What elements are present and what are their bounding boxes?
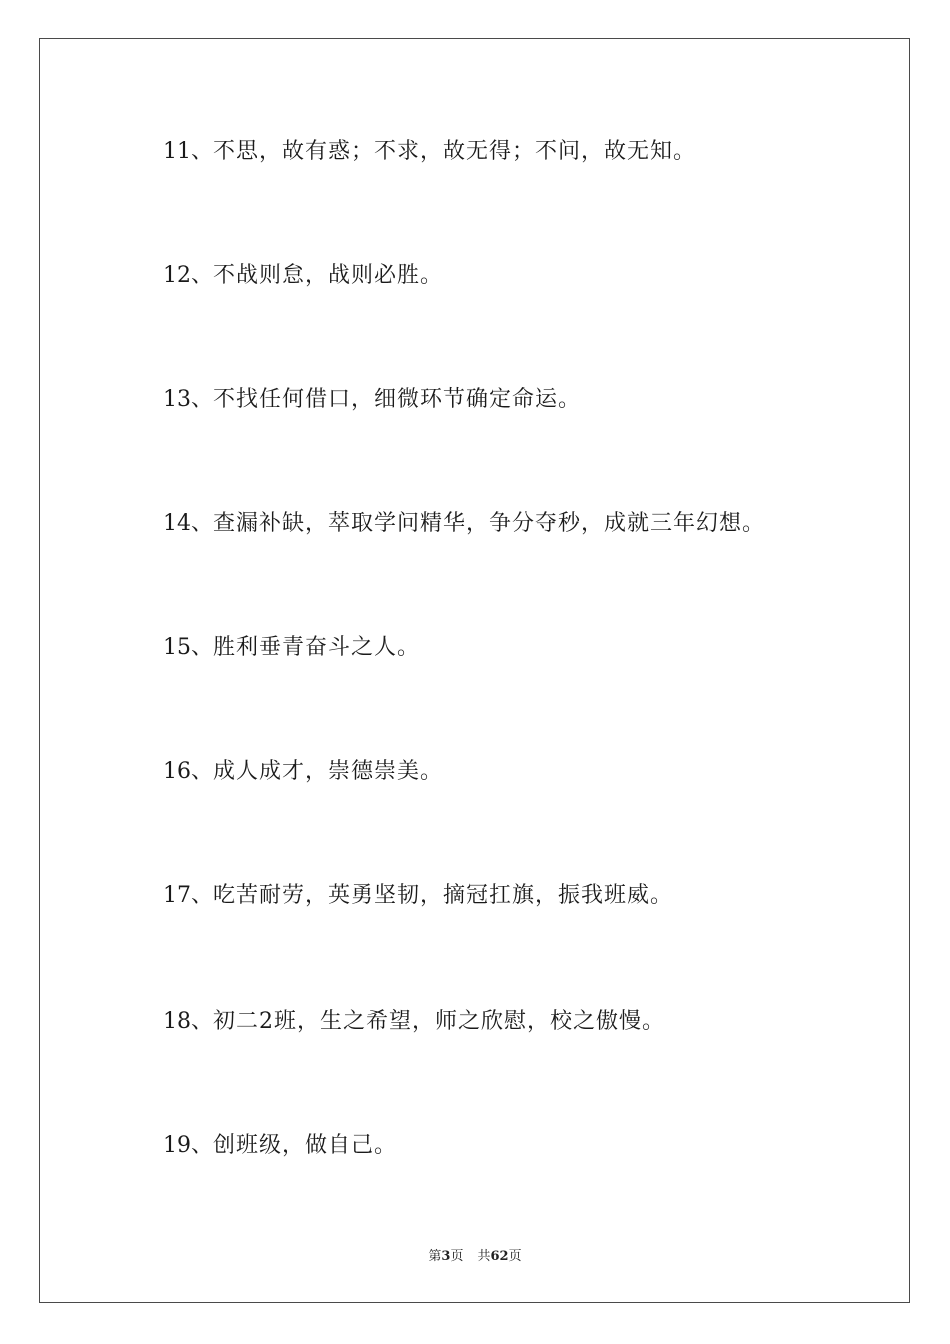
total-page-number: 62 xyxy=(490,1249,509,1264)
list-item xyxy=(163,1133,397,1159)
item-number: 13、 xyxy=(163,387,213,412)
list-item xyxy=(163,883,673,909)
total-suffix: 页 xyxy=(508,1249,522,1264)
list-item xyxy=(163,759,443,785)
item-text: 成人成才，崇德崇美。 xyxy=(213,759,444,784)
item-number: 16、 xyxy=(163,759,213,784)
item-text: 初二2班，生之希望，师之欣慰，校之傲慢。 xyxy=(213,1009,665,1034)
current-page-number: 3 xyxy=(441,1249,451,1264)
item-text: 查漏补缺，萃取学问精华，争分夺秒，成就三年幻想。 xyxy=(213,511,766,536)
item-text: 胜利垂青奋斗之人。 xyxy=(213,635,421,660)
item-number: 12、 xyxy=(163,263,213,288)
item-number: 11、 xyxy=(163,139,213,164)
item-text: 不找任何借口，细微环节确定命运。 xyxy=(213,387,582,412)
page-suffix: 页 xyxy=(450,1249,464,1264)
page-footer xyxy=(0,1248,950,1266)
list-item xyxy=(163,1009,665,1035)
item-text: 不思，故有惑；不求，故无得；不问，故无知。 xyxy=(213,139,697,164)
total-prefix: 共 xyxy=(477,1249,491,1264)
list-item xyxy=(163,635,420,661)
item-text: 吃苦耐劳，英勇坚韧，摘冠扛旗，振我班威。 xyxy=(213,883,674,908)
item-number: 15、 xyxy=(163,635,213,660)
list-item xyxy=(163,387,581,413)
item-text: 创班级，做自己。 xyxy=(213,1133,398,1158)
item-text: 不战则怠，战则必胜。 xyxy=(213,263,444,288)
item-number: 18、 xyxy=(163,1009,213,1034)
page-border xyxy=(39,38,910,1303)
item-number: 19、 xyxy=(163,1133,213,1158)
list-item xyxy=(163,139,696,165)
page-prefix: 第 xyxy=(428,1249,442,1264)
list-item xyxy=(163,263,443,289)
item-number: 17、 xyxy=(163,883,213,908)
list-item xyxy=(163,511,765,537)
item-number: 14、 xyxy=(163,511,213,536)
